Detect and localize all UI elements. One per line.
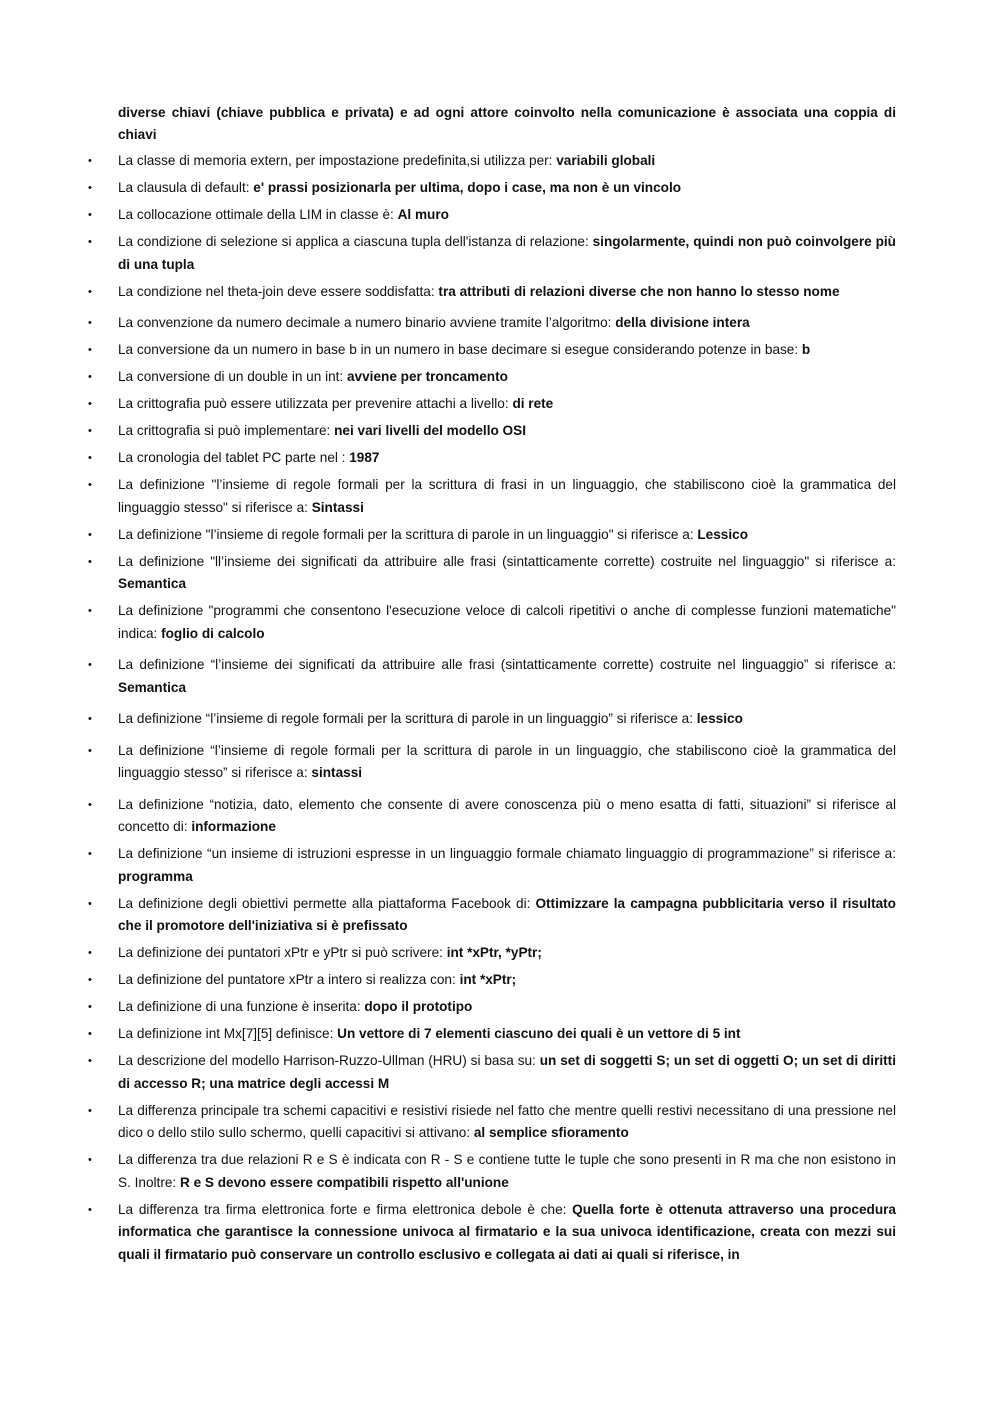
list-item [0,1149,896,1194]
question-text: La definizione “l’insieme di regole formali per la scrittura di parole in un linguaggio” si riferisce a: [118,711,697,726]
bullet-icon: • [88,479,92,491]
answer-text: b [801,342,811,357]
list-item [0,996,896,1019]
answer-text: Quella forte è ottenuta attraverso una procedura informatica che garantisce la connessione univoca al firmatario e la sua univoca identificazione, creata con mezzi sui quali il firmatario può conservare un controllo esclusivo e collegata ai dati ai quali si riferisce, in [118,1201,896,1262]
question-text: La definizione "ll’insieme dei significati da attribuire alle frasi (sintatticamente corrette) costruite nel linguaggio" si riferisce a: [118,553,896,569]
question-text: La condizione di selezione si applica a ciascuna tupla dell'istanza di relazione: [118,234,593,249]
bullet-icon: • [88,425,92,437]
question-text: La definizione “un insieme di istruzioni espresse in un linguaggio formale chiamato linguaggio di programmazione” si riferisce a: [118,846,896,861]
list-item [0,231,896,276]
bullet-icon: • [88,1203,92,1216]
answer-text: int *xPtr, *yPtr; [446,945,542,960]
list-item [0,393,896,416]
question-text: La descrizione del modello Harrison-Ruzzo-Ullman (HRU) si basa su: [118,1053,540,1068]
list-item [0,1050,896,1095]
bullet-icon: • [88,452,92,464]
answer-text: Sintassi [311,499,364,515]
continued-answer-text: diverse chiavi (chiave pubblica e privata) e ad ogni attore coinvolto nella comunicazione è associata una coppia di chiavi [118,105,896,142]
list-item [0,1199,896,1267]
answer-text: Al muro [397,207,449,222]
bullet-icon: • [88,155,92,167]
list-item [0,740,896,785]
list-item [0,551,896,596]
answer-text: singolarmente, quindi non può coinvolgere più di una tupla [118,234,896,272]
question-text: La differenza tra due relazioni R e S è indicata con R - S e contiene tutte le tuple che sono presenti in R ma che non esistono in S. Inoltre: [118,1152,896,1190]
answer-text: Semantica [118,576,187,591]
question-text: La definizione “l’insieme di regole formali per la scrittura di parole in un linguaggio, che stabiliscono cioè la grammatica del linguaggio stesso” si riferisce a: [118,742,896,780]
question-text: La definizione "l’insieme di regole formali per la scrittura di frasi in un linguaggio, che stabiliscono cioè la grammatica del linguaggio stesso" si riferisce a: [118,477,896,515]
bullet-icon: • [88,974,92,986]
question-text: La definizione di una funzione è inserita: [118,999,365,1014]
question-text: La clausula di default: [118,180,254,195]
question-text: La definizione int Mx[7][5] definisce: [118,1026,338,1041]
list-item [0,708,896,731]
list-item [0,1023,896,1046]
list-item [0,339,896,362]
list-item [0,843,896,888]
bullet-icon: • [88,848,92,860]
question-text: La crittografia si può implementare: [118,423,335,438]
list-item [0,150,896,173]
answer-text: foglio di calcolo [161,625,265,641]
list-item [0,654,896,699]
bullet-icon: • [88,285,92,298]
answer-text: variabili globali [556,153,656,168]
bullet-icon: • [88,236,92,248]
question-text: La definizione "l’insieme di regole formali per la scrittura di parole in un linguaggio" si riferisce a: [118,526,698,542]
list-item [0,1100,896,1145]
bullet-icon: • [88,1154,92,1166]
bullet-icon: • [88,182,92,194]
bullet-icon: • [88,209,92,221]
bullet-icon: • [88,371,92,383]
bullet-icon: • [88,344,92,356]
bullet-icon: • [88,605,92,617]
question-text: La collocazione ottimale della LIM in classe è: [118,207,398,222]
answer-text: informazione [191,819,276,834]
bullet-icon: • [88,713,92,725]
answer-text: di rete [512,396,554,411]
answer-text: tra attributi di relazioni diverse che non hanno lo stesso nome [438,283,840,299]
answer-text: della divisione intera [615,315,750,330]
bullet-icon: • [88,1001,92,1013]
list-item [0,204,896,227]
question-text: La definizione dei puntatori xPtr e yPtr si può scrivere: [118,945,447,960]
bullet-icon: • [88,798,92,811]
answer-text: dopo il prototipo [364,999,473,1014]
answer-text: avviene per troncamento [347,369,508,384]
answer-text: sintassi [311,765,363,780]
answer-text: Un vettore di 7 elementi ciascuno dei quali è un vettore di 5 int [337,1026,741,1041]
answer-text: e' prassi posizionarla per ultima, dopo i case, ma non è un vincolo [253,180,682,195]
list-item [0,366,896,389]
bullet-icon: • [88,398,92,410]
question-text: La definizione del puntatore xPtr a intero si realizza con: [118,972,460,987]
question-text: La definizione "programmi che consentono l'esecuzione veloce di calcoli ripetitivi o anche di complesse funzioni matematiche" indica: [118,603,896,641]
question-text: La definizione degli obiettivi permette alla piattaforma Facebook di: [118,895,536,911]
bullet-icon: • [88,1104,92,1117]
list-item [0,893,896,938]
bullet-icon: • [88,1055,92,1067]
answer-text: Ottimizzare la campagna pubblicitaria verso il risultato che il promotore dell'iniziativa si è prefissato [118,895,896,933]
answer-text: R e S devono essere compatibili rispetto all'unione [179,1174,509,1190]
question-text: La conversione da un numero in base b in un numero in base decimare si esegue considerando potenze in base: [118,342,802,357]
bullet-icon: • [88,659,92,671]
list-item [0,177,896,200]
list-item [0,600,896,645]
bullet-icon: • [88,555,92,568]
bullet-icon: • [88,1028,92,1040]
answer-text: Lessico [697,526,748,542]
list-item [0,281,896,304]
bullet-icon: • [88,744,92,757]
list-item [0,447,896,470]
list-item [0,794,896,839]
question-text: La classe di memoria extern, per impostazione predefinita,si utilizza per: [118,153,557,168]
list-item [0,969,896,992]
question-text: La differenza principale tra schemi capacitivi e resistivi risiede nel fatto che mentre quelli restivi necessitano di una pressione nel dico o dello stilo sullo schermo, quelli capacitivi si attivano: [118,1102,896,1140]
bullet-icon: • [88,528,92,541]
bullet-icon: • [88,317,92,329]
answer-text: nei vari livelli del modello OSI [334,423,526,438]
bullet-icon: • [88,947,92,959]
list-item [0,312,896,335]
answer-text: lessico [696,711,743,726]
answer-text: 1987 [349,450,380,465]
answer-text: al semplice sfioramento [473,1125,629,1140]
answer-text: programma [118,868,193,884]
question-answer-list [0,150,1000,1271]
list-item [0,524,896,547]
list-item [0,420,896,443]
bullet-icon: • [88,897,92,910]
question-text: La convenzione da numero decimale a numero binario avviene tramite l’algoritmo: [118,315,616,330]
question-text: La definizione “notizia, dato, elemento che consente di avere conoscenza più o meno esatta di fatti, situazioni” si riferisce al concetto di: [118,796,896,834]
list-item [0,942,896,965]
list-item [0,474,896,519]
answer-text: int *xPtr; [459,972,517,987]
answer-text: un set di soggetti S; un set di oggetti O; un set di diritti di accesso R; una matrice degli accessi M [118,1053,896,1091]
question-text: La differenza tra firma elettronica forte e firma elettronica debole è che: [118,1201,573,1217]
question-text: La definizione “l’insieme dei significati da attribuire alle frasi (sintatticamente corrette) costruite nel linguaggio” si riferisce a: [118,657,896,672]
question-text: La conversione di un double in un int: [118,369,347,384]
question-text: La cronologia del tablet PC parte nel : [118,450,350,465]
question-text: La crittografia può essere utilizzata per prevenire attachi a livello: [118,396,513,411]
answer-text: Semantica [118,679,187,695]
question-text: La condizione nel theta-join deve essere soddisfatta: [118,283,439,299]
